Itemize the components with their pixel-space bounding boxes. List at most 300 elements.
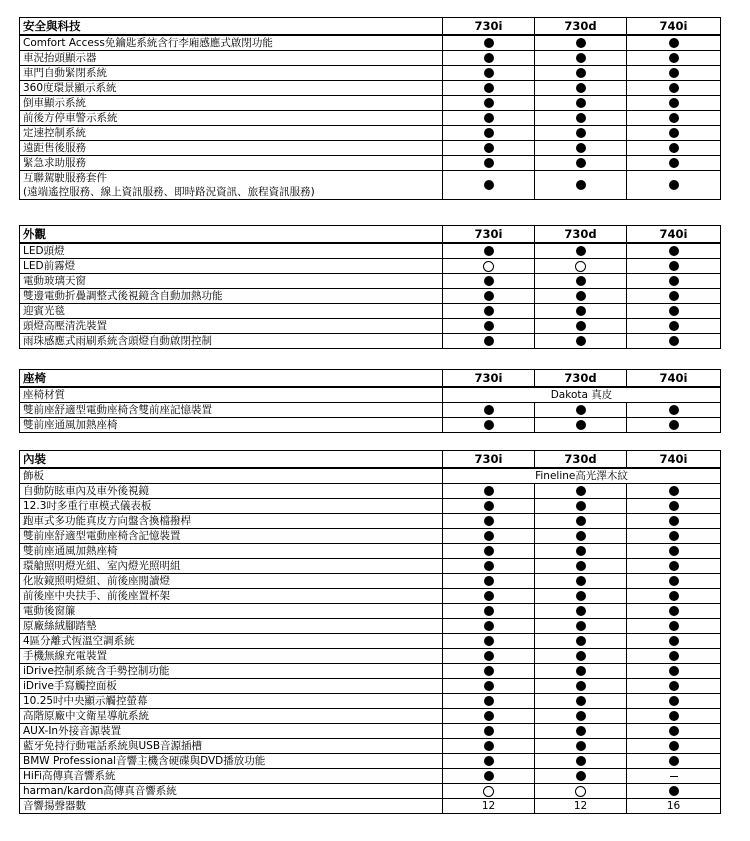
standard-dot-icon [576, 83, 586, 93]
value-cell-730d [535, 679, 627, 694]
value-cell-730i [443, 126, 535, 141]
standard-dot-icon [576, 681, 586, 691]
feature-label: iDrive控制系統含手勢控制功能 [20, 664, 443, 679]
feature-label: LED頭燈 [20, 243, 443, 259]
optional-circle-icon [483, 261, 494, 272]
value-cell-730i [443, 289, 535, 304]
value-cell-730d [535, 544, 627, 559]
feature-label: 藍牙免持行動電話系統與USB音源插槽 [20, 739, 443, 754]
feature-label: 頭燈高壓清洗裝置 [20, 319, 443, 334]
standard-dot-icon [576, 246, 586, 256]
standard-dot-icon [576, 128, 586, 138]
value-cell-730d [535, 514, 627, 529]
feature-label: 倒車顯示系統 [20, 96, 443, 111]
feature-row [20, 111, 721, 126]
value-cell-730d [535, 589, 627, 604]
standard-dot-icon [576, 546, 586, 556]
feature-label: 迎賓光毯 [20, 304, 443, 319]
standard-dot-icon [669, 98, 679, 108]
value-cell-740i [627, 634, 721, 649]
feature-label: 雙邊電動折疊調整式後視鏡含自動加熱功能 [20, 289, 443, 304]
value-cell-730i [443, 418, 535, 433]
value-cell-730d [535, 559, 627, 574]
value-cell-730d [535, 156, 627, 171]
standard-dot-icon [576, 591, 586, 601]
standard-dot-icon [669, 336, 679, 346]
feature-label: 前後方停車警示系統 [20, 111, 443, 126]
standard-dot-icon [484, 306, 494, 316]
feature-label: 定速控制系統 [20, 126, 443, 141]
model-header-740i: 740i [627, 226, 721, 244]
standard-dot-icon [484, 531, 494, 541]
standard-dot-icon [576, 636, 586, 646]
standard-dot-icon [576, 771, 586, 781]
value-cell-740i [627, 679, 721, 694]
feature-label: 車門自動緊閉系統 [20, 66, 443, 81]
standard-dot-icon [669, 83, 679, 93]
standard-dot-icon [669, 636, 679, 646]
standard-dot-icon [576, 561, 586, 571]
feature-row [20, 739, 721, 754]
value-cell-740i [627, 96, 721, 111]
section-title: 座椅 [20, 370, 443, 388]
standard-dot-icon [669, 741, 679, 751]
value-cell-740i [627, 604, 721, 619]
value-cell-730i [443, 319, 535, 334]
standard-dot-icon [669, 128, 679, 138]
standard-dot-icon [484, 291, 494, 301]
standard-dot-icon [576, 291, 586, 301]
standard-dot-icon [484, 246, 494, 256]
feature-row [20, 141, 721, 156]
value-cell-740i [627, 141, 721, 156]
feature-label: 緊急求助服務 [20, 156, 443, 171]
value-cell-740i [627, 35, 721, 51]
value-cell-740i [627, 694, 721, 709]
shared-value-cell [443, 468, 721, 484]
standard-dot-icon [484, 336, 494, 346]
value-cell-730d [535, 96, 627, 111]
model-header-730i: 730i [443, 226, 535, 244]
standard-dot-icon [484, 726, 494, 736]
value-cell-730i [443, 35, 535, 51]
value-cell-730d [535, 35, 627, 51]
feature-row [20, 403, 721, 418]
feature-row [20, 171, 721, 200]
value-cell-730i [443, 81, 535, 96]
standard-dot-icon [576, 180, 586, 190]
standard-dot-icon [576, 53, 586, 63]
standard-dot-icon [669, 486, 679, 496]
value-cell-740i [627, 171, 721, 200]
standard-dot-icon [484, 420, 494, 430]
standard-dot-icon [484, 666, 494, 676]
model-header-740i: 740i [627, 18, 721, 36]
standard-dot-icon [576, 741, 586, 751]
standard-dot-icon [576, 98, 586, 108]
standard-dot-icon [669, 180, 679, 190]
feature-label: 前後座中央扶手、前後座置杯架 [20, 589, 443, 604]
value-cell-730i [443, 604, 535, 619]
value-cell-730i [443, 799, 535, 814]
feature-label: 自動防眩車內及車外後視鏡 [20, 484, 443, 499]
model-header-740i: 740i [627, 451, 721, 469]
value-cell-730i [443, 724, 535, 739]
feature-label: 10.25吋中央顯示觸控螢幕 [20, 694, 443, 709]
standard-dot-icon [484, 501, 494, 511]
value-cell-730d [535, 274, 627, 289]
standard-dot-icon [484, 53, 494, 63]
standard-dot-icon [576, 38, 586, 48]
value-cell-730d [535, 754, 627, 769]
value-cell-730i [443, 694, 535, 709]
value-cell-740i [627, 484, 721, 499]
value-text: 12 [573, 800, 588, 812]
value-cell-740i [627, 619, 721, 634]
feature-label: 飾板 [20, 468, 443, 484]
value-text: 12 [481, 800, 496, 812]
standard-dot-icon [484, 486, 494, 496]
feature-row [20, 649, 721, 664]
standard-dot-icon [576, 486, 586, 496]
standard-dot-icon [484, 180, 494, 190]
feature-label-subline: (遠端遙控服務、線上資訊服務、即時路況資訊、旅程資訊服務) [23, 186, 315, 198]
model-header-730i: 730i [443, 370, 535, 388]
standard-dot-icon [576, 711, 586, 721]
feature-row [20, 96, 721, 111]
feature-row [20, 724, 721, 739]
feature-label: Comfort Access免鑰匙系統含行李廂感應式啟閉功能 [20, 35, 443, 51]
value-cell-730i [443, 171, 535, 200]
value-cell-730d [535, 51, 627, 66]
standard-dot-icon [484, 405, 494, 415]
feature-row [20, 156, 721, 171]
standard-dot-icon [484, 38, 494, 48]
standard-dot-icon [576, 666, 586, 676]
feature-row [20, 319, 721, 334]
feature-label: 電動玻璃天窗 [20, 274, 443, 289]
value-cell-740i [627, 664, 721, 679]
value-cell-740i [627, 724, 721, 739]
feature-row [20, 35, 721, 51]
value-cell-730d [535, 403, 627, 418]
value-cell-730i [443, 679, 535, 694]
feature-row [20, 304, 721, 319]
value-cell-740i [627, 544, 721, 559]
value-cell-740i [627, 274, 721, 289]
value-cell-740i [627, 156, 721, 171]
section-title: 內裝 [20, 451, 443, 469]
value-cell-740i [627, 126, 721, 141]
standard-dot-icon [576, 531, 586, 541]
feature-row [20, 604, 721, 619]
standard-dot-icon [484, 321, 494, 331]
feature-row [20, 799, 721, 814]
standard-dot-icon [484, 158, 494, 168]
value-cell-740i [627, 769, 721, 784]
feature-row [20, 619, 721, 634]
standard-dot-icon [576, 621, 586, 631]
value-cell-730d [535, 574, 627, 589]
standard-dot-icon [669, 681, 679, 691]
value-cell-740i [627, 784, 721, 799]
feature-row [20, 544, 721, 559]
value-cell-730i [443, 259, 535, 274]
value-cell-730d [535, 619, 627, 634]
feature-label: 電動後窗簾 [20, 604, 443, 619]
standard-dot-icon [576, 113, 586, 123]
standard-dot-icon [669, 501, 679, 511]
standard-dot-icon [576, 516, 586, 526]
feature-label: 環艙照明燈光組、室內燈光照明組 [20, 559, 443, 574]
standard-dot-icon [669, 651, 679, 661]
feature-label: 360度環景顯示系統 [20, 81, 443, 96]
value-cell-730i [443, 559, 535, 574]
feature-row [20, 66, 721, 81]
model-header-730d: 730d [535, 18, 627, 36]
feature-row [20, 784, 721, 799]
value-cell-740i [627, 574, 721, 589]
feature-row [20, 51, 721, 66]
standard-dot-icon [669, 696, 679, 706]
shared-value-cell [443, 387, 721, 403]
model-header-740i: 740i [627, 370, 721, 388]
model-header-730i: 730i [443, 451, 535, 469]
value-cell-730i [443, 111, 535, 126]
value-cell-730i [443, 51, 535, 66]
standard-dot-icon [669, 516, 679, 526]
value-cell-730i [443, 499, 535, 514]
feature-label: BMW Professional音響主機含硬碟與DVD播放功能 [20, 754, 443, 769]
standard-dot-icon [484, 771, 494, 781]
feature-row [20, 514, 721, 529]
standard-dot-icon [669, 606, 679, 616]
feature-label: 遠距售後服務 [20, 141, 443, 156]
feature-row [20, 499, 721, 514]
value-cell-740i [627, 403, 721, 418]
standard-dot-icon [484, 113, 494, 123]
feature-row [20, 81, 721, 96]
standard-dot-icon [669, 726, 679, 736]
feature-label: 車況抬頭顯示器 [20, 51, 443, 66]
feature-row [20, 589, 721, 604]
value-cell-730d [535, 171, 627, 200]
not-available-dash-icon [670, 776, 678, 777]
standard-dot-icon [669, 666, 679, 676]
feature-label: HiFi高傳真音響系統 [20, 769, 443, 784]
spec-table-exterior [19, 225, 721, 349]
standard-dot-icon [576, 306, 586, 316]
value-cell-730d [535, 259, 627, 274]
model-header-730d: 730d [535, 370, 627, 388]
standard-dot-icon [576, 651, 586, 661]
value-cell-730i [443, 96, 535, 111]
feature-row [20, 694, 721, 709]
feature-row [20, 468, 721, 484]
value-cell-730i [443, 141, 535, 156]
value-cell-730d [535, 784, 627, 799]
standard-dot-icon [484, 561, 494, 571]
feature-label: 化妝鏡照明燈組、前後座閱讀燈 [20, 574, 443, 589]
spec-table-interior [19, 450, 721, 814]
standard-dot-icon [484, 636, 494, 646]
value-cell-730d [535, 529, 627, 544]
standard-dot-icon [576, 336, 586, 346]
optional-circle-icon [483, 786, 494, 797]
standard-dot-icon [576, 321, 586, 331]
value-cell-730i [443, 649, 535, 664]
feature-row [20, 274, 721, 289]
standard-dot-icon [669, 561, 679, 571]
standard-dot-icon [576, 158, 586, 168]
value-cell-730i [443, 403, 535, 418]
optional-circle-icon [575, 261, 586, 272]
value-cell-740i [627, 709, 721, 724]
spec-table-seats [19, 369, 721, 433]
section-header-row [20, 451, 721, 469]
value-cell-730d [535, 141, 627, 156]
value-cell-730i [443, 529, 535, 544]
value-cell-730i [443, 619, 535, 634]
value-cell-730d [535, 649, 627, 664]
standard-dot-icon [669, 291, 679, 301]
value-cell-730d [535, 739, 627, 754]
section-header-row [20, 370, 721, 388]
standard-dot-icon [576, 726, 586, 736]
value-cell-730d [535, 418, 627, 433]
standard-dot-icon [669, 38, 679, 48]
standard-dot-icon [576, 420, 586, 430]
feature-label: 高階原廠中文衛星導航系統 [20, 709, 443, 724]
feature-row [20, 559, 721, 574]
value-cell-730d [535, 81, 627, 96]
value-cell-740i [627, 559, 721, 574]
value-cell-730i [443, 544, 535, 559]
standard-dot-icon [484, 741, 494, 751]
value-cell-730d [535, 604, 627, 619]
value-cell-730i [443, 664, 535, 679]
value-cell-740i [627, 499, 721, 514]
feature-label: 4區分離式恆溫空調系統 [20, 634, 443, 649]
section-title: 外觀 [20, 226, 443, 244]
section-header-row [20, 18, 721, 36]
standard-dot-icon [669, 576, 679, 586]
feature-label-line: 互聯駕駛服務套件 [23, 172, 107, 184]
standard-dot-icon [484, 606, 494, 616]
value-cell-730i [443, 784, 535, 799]
value-cell-730i [443, 304, 535, 319]
value-cell-730d [535, 724, 627, 739]
feature-row [20, 387, 721, 403]
value-cell-740i [627, 304, 721, 319]
standard-dot-icon [576, 756, 586, 766]
feature-label: 手機無線充電裝置 [20, 649, 443, 664]
value-cell-740i [627, 243, 721, 259]
standard-dot-icon [669, 321, 679, 331]
value-cell-730d [535, 319, 627, 334]
feature-row [20, 334, 721, 349]
standard-dot-icon [484, 143, 494, 153]
value-cell-730i [443, 66, 535, 81]
standard-dot-icon [576, 276, 586, 286]
standard-dot-icon [576, 143, 586, 153]
feature-row [20, 679, 721, 694]
value-cell-730d [535, 664, 627, 679]
feature-label: 雙前座通風加熱座椅 [20, 418, 443, 433]
model-header-730d: 730d [535, 226, 627, 244]
standard-dot-icon [669, 143, 679, 153]
standard-dot-icon [669, 420, 679, 430]
standard-dot-icon [484, 696, 494, 706]
standard-dot-icon [669, 53, 679, 63]
value-cell-730i [443, 634, 535, 649]
value-cell-730i [443, 709, 535, 724]
standard-dot-icon [576, 606, 586, 616]
standard-dot-icon [669, 405, 679, 415]
value-cell-730d [535, 304, 627, 319]
value-text: 16 [666, 800, 681, 812]
value-cell-740i [627, 334, 721, 349]
standard-dot-icon [669, 276, 679, 286]
value-cell-740i [627, 51, 721, 66]
value-cell-740i [627, 799, 721, 814]
feature-row [20, 709, 721, 724]
feature-row [20, 484, 721, 499]
standard-dot-icon [576, 576, 586, 586]
standard-dot-icon [669, 68, 679, 78]
feature-label: AUX-In外接音源裝置 [20, 724, 443, 739]
feature-label [20, 171, 443, 200]
feature-row [20, 243, 721, 259]
feature-row [20, 634, 721, 649]
standard-dot-icon [669, 786, 679, 796]
feature-label: 座椅材質 [20, 387, 443, 403]
value-cell-730d [535, 111, 627, 126]
value-cell-730i [443, 574, 535, 589]
standard-dot-icon [484, 681, 494, 691]
value-cell-730d [535, 769, 627, 784]
value-cell-740i [627, 739, 721, 754]
value-cell-740i [627, 111, 721, 126]
value-cell-730d [535, 243, 627, 259]
standard-dot-icon [669, 711, 679, 721]
value-cell-730d [535, 66, 627, 81]
feature-label: LED前霧燈 [20, 259, 443, 274]
standard-dot-icon [484, 276, 494, 286]
value-cell-730d [535, 126, 627, 141]
value-cell-740i [627, 259, 721, 274]
value-cell-730i [443, 274, 535, 289]
standard-dot-icon [484, 576, 494, 586]
feature-row [20, 126, 721, 141]
feature-row [20, 574, 721, 589]
value-cell-730d [535, 634, 627, 649]
value-cell-740i [627, 66, 721, 81]
standard-dot-icon [669, 756, 679, 766]
standard-dot-icon [669, 246, 679, 256]
standard-dot-icon [484, 711, 494, 721]
value-cell-740i [627, 589, 721, 604]
standard-dot-icon [669, 306, 679, 316]
standard-dot-icon [669, 158, 679, 168]
value-cell-730i [443, 484, 535, 499]
feature-row [20, 754, 721, 769]
feature-row [20, 529, 721, 544]
shared-value-text: Fineline高光澤木紋 [535, 470, 628, 482]
feature-label: iDrive手寫觸控面板 [20, 679, 443, 694]
feature-label: 雙前座通風加熱座椅 [20, 544, 443, 559]
value-cell-740i [627, 529, 721, 544]
